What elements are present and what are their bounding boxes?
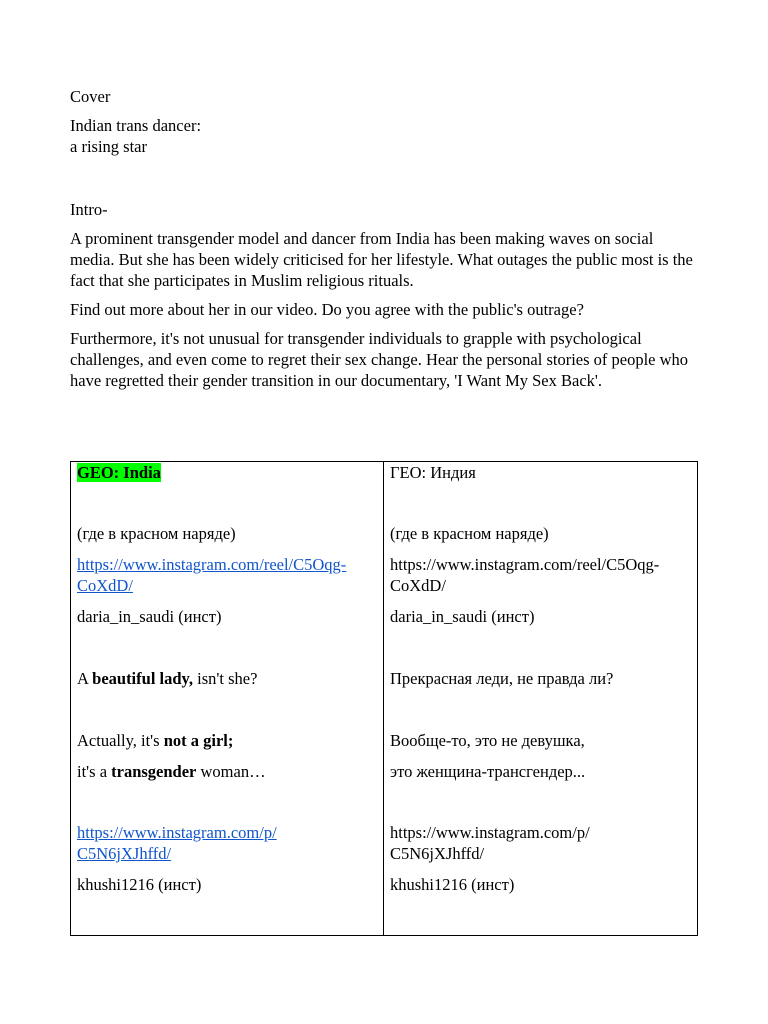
geo-label xyxy=(77,462,379,483)
instagram-url-2-ru xyxy=(390,822,693,864)
intro-paragraph-2: Find out more about her in our video. Do you agree with the public's outrage? xyxy=(70,300,584,319)
line-a-bold: beautiful lady, xyxy=(92,669,194,688)
intro-paragraph-1: A prominent transgender model and dancer from India has been making waves on social media. But she has been widely criticised for her lifestyle. What outages the public most is the fact that she participates in Muslim religious rituals. xyxy=(70,229,693,290)
geo-label-ru: ГЕО: Индия xyxy=(390,463,476,482)
line-c-pre: it's a xyxy=(77,762,112,781)
cover-label: Cover xyxy=(70,87,111,106)
outfit-note-ru: (где в красном наряде) xyxy=(390,524,549,543)
line-transgender-woman-ru: это женщина-трансгендер... xyxy=(390,762,586,781)
cover-title xyxy=(70,115,700,157)
script-table xyxy=(70,461,698,936)
line-b-bold: not a girl; xyxy=(163,731,234,750)
instagram-link-2-line-1[interactable]: https://www.instagram.com/p/ xyxy=(77,823,277,842)
instagram-url-1-ru xyxy=(390,554,693,596)
cover-title-line-2: a rising star xyxy=(70,137,147,156)
line-b-pre: Actually, it's xyxy=(77,731,164,750)
instagram-url-1-ru-line-2: CoXdD/ xyxy=(390,576,446,595)
account-1-ru: daria_in_saudi (инст) xyxy=(390,607,535,626)
cover-title-line-1: Indian trans dancer: xyxy=(70,116,202,135)
line-transgender-woman xyxy=(77,761,379,782)
account-1: daria_in_saudi (инст) xyxy=(77,607,222,626)
line-a-post: isn't she? xyxy=(193,669,258,688)
line-a-pre: A xyxy=(77,669,93,688)
line-c-bold: transgender xyxy=(111,762,197,781)
russian-column xyxy=(384,462,697,935)
document-body xyxy=(70,86,700,399)
line-c-post: woman… xyxy=(196,762,266,781)
outfit-note: (где в красном наряде) xyxy=(77,524,236,543)
instagram-link-1-line-2[interactable]: CoXdD/ xyxy=(77,576,133,595)
instagram-link-1-line-1[interactable]: https://www.instagram.com/reel/C5Oqg- xyxy=(77,555,347,574)
intro-label: Intro- xyxy=(70,200,108,219)
instagram-url-2-ru-line-2: C5N6jXJhffd/ xyxy=(390,844,485,863)
instagram-link-2[interactable] xyxy=(77,822,379,864)
intro-paragraph-3: Furthermore, it's not unusual for transgender individuals to grapple with psychological challenges, and even come to regret their sex change. Hear the personal stories of people who have regretted their gender transition in our documentary, 'I Want My Sex Back'. xyxy=(70,329,689,390)
account-2: khushi1216 (инст) xyxy=(77,875,202,894)
instagram-link-1[interactable] xyxy=(77,554,379,596)
english-column xyxy=(71,462,384,935)
line-beautiful-lady-ru: Прекрасная леди, не правда ли? xyxy=(390,669,614,688)
line-beautiful-lady xyxy=(77,668,379,689)
account-2-ru: khushi1216 (инст) xyxy=(390,875,515,894)
instagram-url-1-ru-line-1: https://www.instagram.com/reel/C5Oqg- xyxy=(390,555,660,574)
geo-highlight: GEO: India xyxy=(77,463,161,482)
instagram-link-2-line-2[interactable]: C5N6jXJhffd/ xyxy=(77,844,172,863)
instagram-url-2-ru-line-1: https://www.instagram.com/p/ xyxy=(390,823,590,842)
line-not-a-girl xyxy=(77,730,379,751)
line-not-a-girl-ru: Вообще-то, это не девушка, xyxy=(390,731,585,750)
